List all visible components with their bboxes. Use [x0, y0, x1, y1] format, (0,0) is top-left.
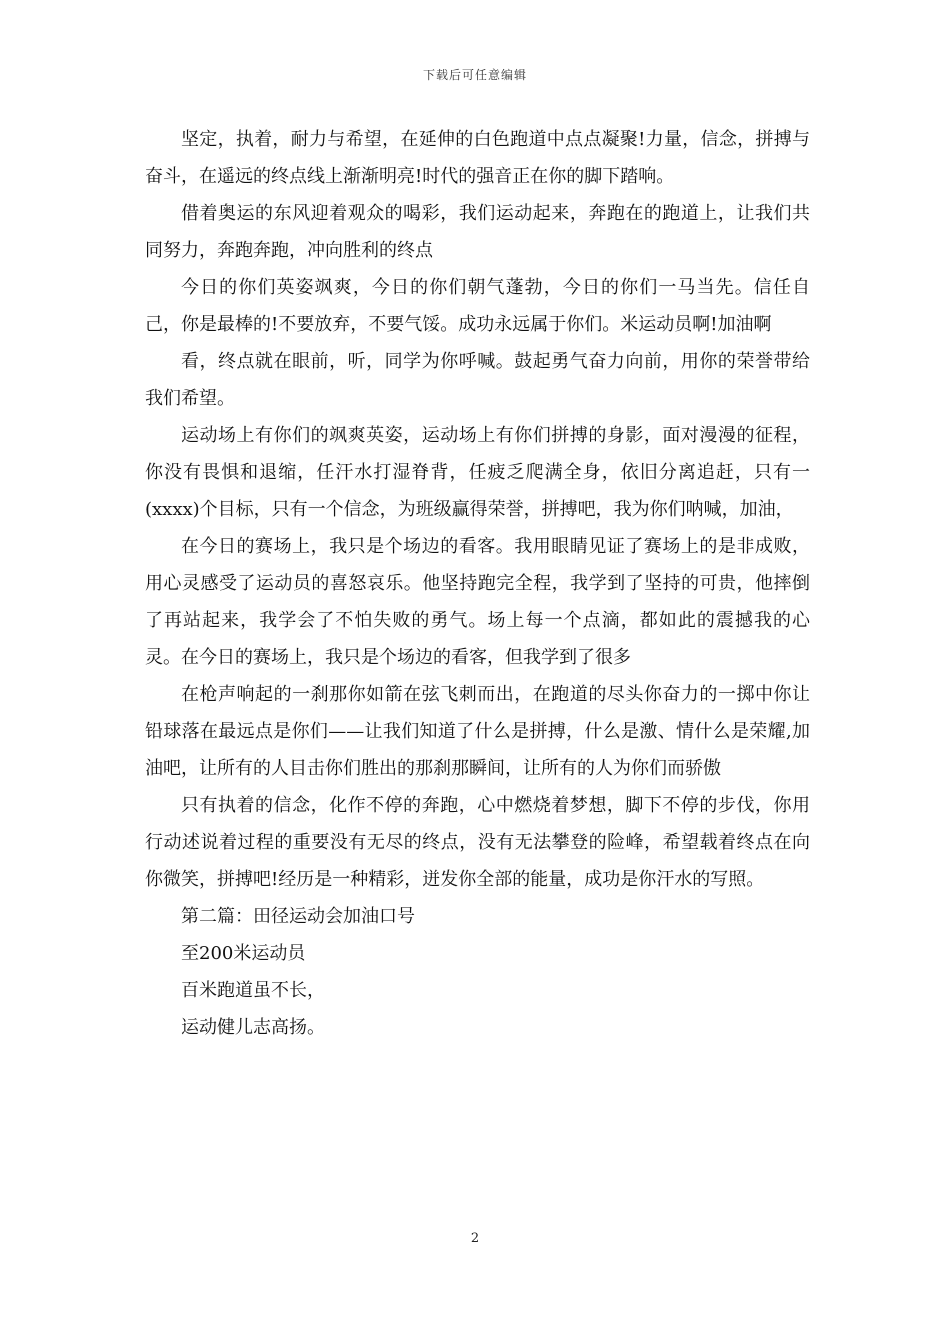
paragraph: 百米跑道虽不长， [181, 980, 325, 1001]
paragraph: 在今日的赛场上，我只是个场边的看客。我用眼睛见证了赛场上的是非成败，用心灵感受了运动员的喜怒哀乐。他坚持跑完全程，我学到了坚持的可贵，他摔倒了再站起来，我学会了不怕失败的勇气。场上每一个点滴，都如此的震撼我的心灵。在今日的赛场上，我只是个场边的看客，但我学到了很多 [145, 536, 810, 668]
header-note: 下载后可任意编辑 [422, 68, 527, 82]
paragraph: 运动场上有你们的飒爽英姿，运动场上有你们拼搏的身影，面对漫漫的征程，你没有畏惧和退缩，任汗水打湿脊背，任疲乏爬满全身，依旧分离追赶，只有一(xxxx)个目标，只有一个信念，为班级赢得荣誉，拼搏吧，我为你们呐喊，加油， [145, 425, 810, 520]
paragraph: 今日的你们英姿飒爽，今日的你们朝气蓬勃，今日的你们一马当先。信任自己，你是最棒的!不要放弃，不要气馁。成功永远属于你们。米运动员啊!加油啊 [145, 277, 810, 335]
paragraph: 坚定，执着，耐力与希望，在延伸的白色跑道中点点凝聚!力量，信念，拼搏与奋斗，在遥远的终点线上渐渐明亮!时代的强音正在你的脚下踏响。 [145, 129, 810, 187]
page-number: 2 [470, 1231, 480, 1246]
paragraph: 运动健儿志高扬。 [181, 1017, 325, 1038]
paragraph: 看，终点就在眼前，听，同学为你呼喊。鼓起勇气奋力向前，用你的荣誉带给我们希望。 [145, 351, 810, 409]
section-heading: 第二篇：田径运动会加油口号 [181, 906, 415, 927]
paragraph: 借着奥运的东风迎着观众的喝彩，我们运动起来，奔跑在的跑道上，让我们共同努力，奔跑奔跑，冲向胜利的终点 [145, 203, 810, 261]
paragraph: 只有执着的信念，化作不停的奔跑，心中燃烧着梦想，脚下不停的步伐，你用行动述说着过程的重要没有无尽的终点，没有无法攀登的险峰，希望载着终点在向你微笑，拼搏吧!经历是一种精彩，迸发你全部的能量，成功是你汗水的写照。 [145, 795, 810, 890]
paragraph: 在枪声响起的一刹那你如箭在弦飞刺而出，在跑道的尽头你奋力的一掷中你让铅球落在最远点是你们——让我们知道了什么是拼搏，什么是激、情什么是荣耀,加油吧，让所有的人目击你们胜出的那刹那瞬间，让所有的人为你们而骄傲 [145, 684, 810, 779]
document-body [145, 121, 810, 1046]
paragraph: 至200米运动员 [181, 943, 306, 964]
